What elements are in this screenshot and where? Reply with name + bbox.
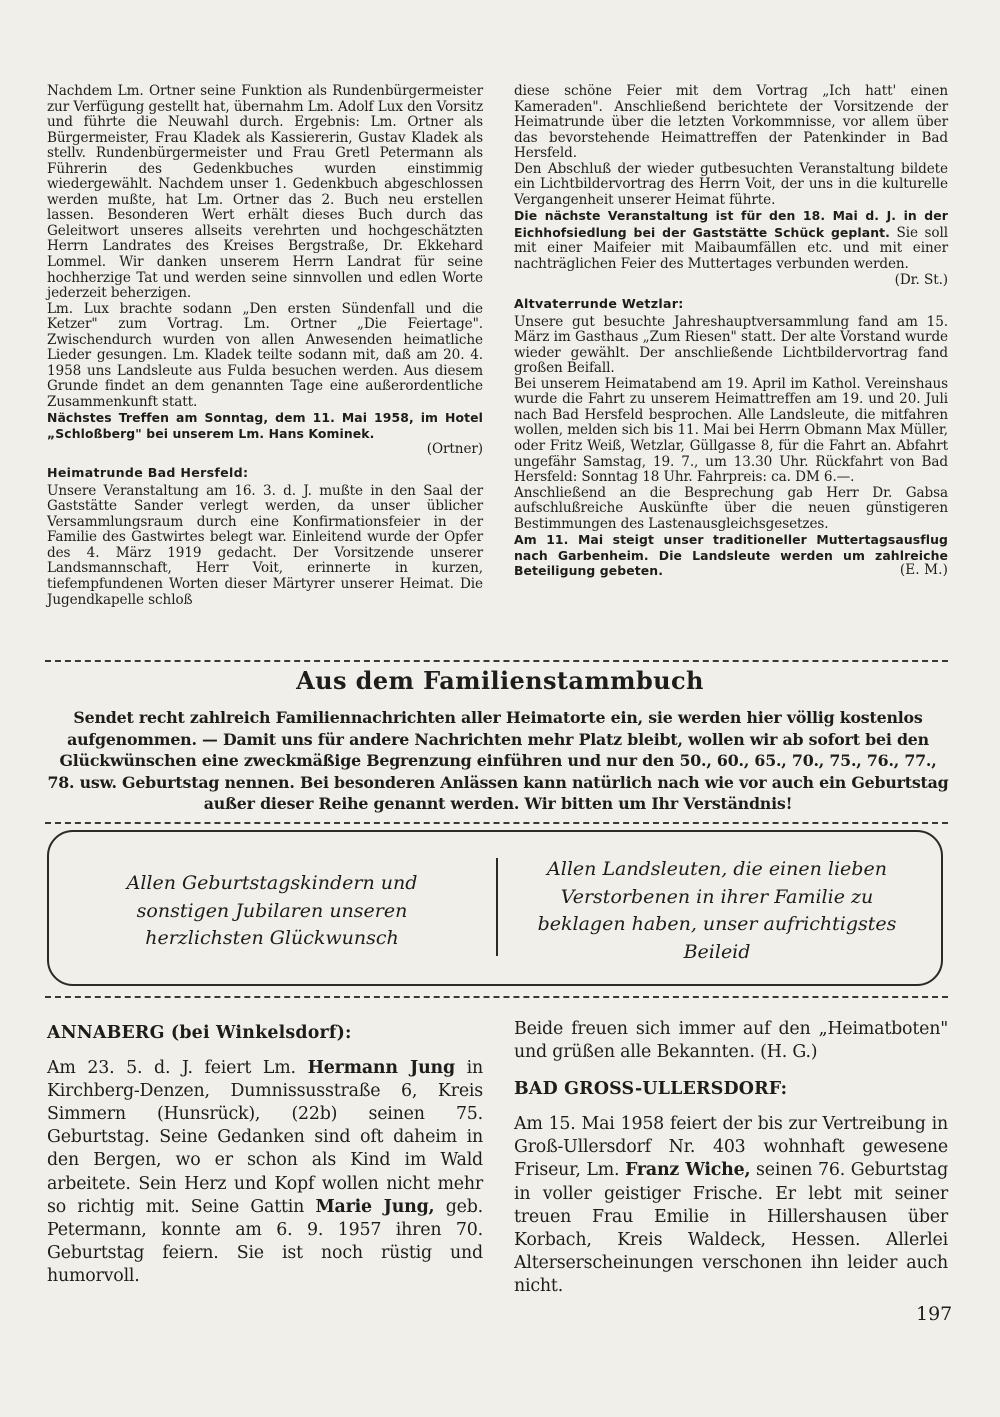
paragraph: Nachdem Lm. Ortner seine Funktion als Rundenbürgermeister zur Verfügung gestellt hat, übernahm Lm. Adolf Lux den Vorsitz und führte die Neuwahl durch. Ergebnis: Lm. Ortner als Bürgermeister, Frau Kladek als Kassiererin, Gustav Kladek als stellv. Rundenbürgermeister und Frau Gretl Petermann als Führerin des Gedenkbuches wurden einstimmig wiedergewählt. Nachdem unser 1. Gedenkbuch abgeschlossen werden mußte, hat Lm. Ortner das 2. Buch neu erstellen lassen. Besonderen Wert erhält dieses Buch durch das Geleitwort unseres allseits verehrten und hochgeschätzten Herrn Landrates des Kreises Bergstraße, Dr. Ekkehard Lommel. Wir danken unserem Herrn Landrat für seine hochherzige Tat und werden seine sinnvollen und edlen Worte jederzeit beherzigen.	[47, 83, 483, 302]
paragraph-text: Sie soll mit einer Maifeier mit Maibaumfällen etc. und mit einer nachträglichen Feier des Muttertages verbunden werden.	[514, 224, 948, 273]
paragraph: Den Abschluß der wieder gutbesuchten Veranstaltung bildete ein Lichtbildervortrag des Herrn Voit, der uns in die kulturelle Vergangenheit unserer Heimat führte.	[514, 160, 948, 208]
paragraph-with-notice	[514, 208, 948, 272]
person-name: Franz Wiche,	[625, 1160, 751, 1181]
paragraph: Anschließend an die Besprechung gab Herr Dr. Gabsa aufschlußreiche Auskünfte über die neuen günstigeren Bestimmungen des Lastenausgleichsgesetzes.	[514, 484, 948, 532]
left-column	[47, 84, 483, 608]
birthday-entry	[514, 1113, 948, 1298]
section-divider	[45, 660, 948, 662]
event-notice: Die nächste Veranstaltung ist für den 18. Mai d. J. in der Eichhofsiedlung bei der Gaststätte Schück geplant.	[514, 208, 948, 240]
place-heading: ANNABERG (bei Winkelsdorf):	[47, 1023, 352, 1043]
excursion-notice-text: Am 11. Mai steigt unser traditioneller Muttertagsausflug nach Garbenheim. Die Landsleute werden um zahlreiche Beteiligung gebeten.	[514, 532, 948, 579]
lower-right-column	[514, 1018, 948, 1298]
meeting-notice: Nächstes Treffen am Sonntag, dem 11. Mai 1958, im Hotel „Schloßberg" bei unserem Lm. Hans Kominek.	[47, 410, 483, 442]
place-heading: BAD GROSS-ULLERSDORF:	[514, 1079, 788, 1100]
right-column	[514, 84, 948, 579]
birthday-greeting: Allen Geburtstagskindern und sonstigen Jubilaren unseren herzlichsten Glückwunsch	[126, 872, 418, 949]
family-intro: Sendet recht zahlreich Familiennachrichten aller Heimatorte ein, sie werden hier völlig kostenlos aufgenommen. — Damit uns für andere Nachrichten mehr Platz bleibt, wollen wir ab sofort bei den Glückwünschen eine zweckmäßige Begrenzung einführen und nur den 50., 60., 65., 70., 75., 76., 77., 78. usw. Geburtstag nennen. Bei besonderen Anlässen kann natürlich nach wie vor auch ein Geburtstag außer dieser Reihe genannt werden. Wir bitten um Ihr Verständnis!	[47, 708, 949, 813]
signature: (Dr. St.)	[894, 271, 948, 288]
section-title: Aus dem Familienstammbuch	[296, 666, 704, 695]
entry-text: in Kirchberg-Denzen, Dumnissusstraße 6, Kreis Simmern (Hunsrück), (22b) seinen 75. Geburtstag. Seine Gedanken sind oft daheim in den Bergen, wo er schon als Kind im Wald arbeitete. Sein Herz und Kopf wollen nicht mehr so richtig mit. Seine Gattin	[47, 1058, 484, 1217]
entry-text: seinen 76. Geburtstag in voller geistiger Frische. Er lebt mit seiner treuen Frau Emilie in Hillershausen über Korbach, Kreis Waldeck, Hessen. Allerlei Alterserscheinungen verschonen ihn leider auch nicht.	[514, 1160, 949, 1296]
entry-text: Am 15. Mai 1958 feiert der bis zur Vertreibung in Groß-Ullersdorf Nr. 403 wohnhaft gewesene Friseur, Lm.	[514, 1114, 948, 1181]
greeting-divider	[496, 858, 498, 956]
entry-text: geb. Petermann, konnte am 6. 9. 1957 ihren 70. Geburtstag feiern. Sie ist noch rüstig und humorvoll.	[47, 1196, 484, 1286]
entry-text: Am 23. 5. d. J. feiert Lm.	[47, 1058, 296, 1079]
paragraph: Lm. Lux brachte sodann „Den ersten Sündenfall und die Ketzer" zum Vortrag. Lm. Ortner „Die Feiertage". Zwischendurch wurden von allen Anwesenden heimatliche Lieder gesungen. Lm. Kladek teilte sodann mit, daß am 20. 4. 1958 uns Landsleute aus Fulda besuchen werden. Aus diesem Grunde findet an dem genannten Tage eine außerordentliche Zusammenkunft statt.	[47, 300, 483, 410]
signature: (Ortner)	[426, 440, 483, 457]
paragraph: Bei unserem Heimatabend am 19. April im Kathol. Vereinshaus wurde die Fahrt zu unserem Heimattreffen am 19. und 20. Juli nach Bad Hersfeld besprochen. Alle Landsleute, die mitfahren wollen, melden sich bis 11. Mai bei Herrn Obmann Max Müller, oder Fritz Weiß, Wetzlar, Güllgasse 8, für die Fahrt an. Abfahrt ungefähr Samstag, 19. 7., um 13.30 Uhr. Rückfahrt von Bad Hersfeld: Sonntag 18 Uhr. Fahrpreis: ca. DM 6.—.	[514, 375, 948, 486]
paragraph: Unsere Veranstaltung am 16. 3. d. J. mußte in den Saal der Gaststätte Sander verlegt werden, da unser üblicher Versammlungsraum durch eine Konfirmationsfeier in der Familie des Gastwirtes belegt war. Einleitend wurde der Opfer des 4. März 1919 gedacht. Der Vorsitzende unserer Landsmannschaft, Herr Voit, erinnerte in kurzen, tiefempfundenen Worten dieser Märtyrer unserer Heimat. Die Jugendkapelle schloß	[47, 482, 483, 608]
paragraph: diese schöne Feier mit dem Vortrag „Ich hatt' einen Kameraden". Anschließend berichtete der Vorsitzende der Heimatrunde über die letzten Vorkommnisse, vor allem über das bevorstehende Heimattreffen der Patenkinder in Bad Hersfeld.	[514, 83, 948, 162]
person-name: Hermann Jung	[307, 1058, 455, 1079]
excursion-notice	[514, 532, 948, 579]
birthday-entry	[47, 1057, 483, 1288]
lower-left-column	[47, 1022, 483, 1288]
paragraph: Unsere gut besuchte Jahreshauptversammlung fand am 15. März im Gasthaus „Zum Riesen" statt. Der alte Vorstand wurde wieder gewählt. Der anschließende Lichtbildervortrag fand großen Beifall.	[514, 313, 948, 377]
page-number: 197	[916, 1303, 953, 1325]
section-divider	[45, 822, 948, 824]
section-heading: Altvaterrunde Wetzlar:	[514, 296, 684, 312]
person-name: Marie Jung,	[315, 1196, 435, 1217]
entry-continuation: Beide freuen sich immer auf den „Heimatboten" und grüßen alle Bekannten. (H. G.)	[514, 1019, 948, 1063]
section-heading: Heimatrunde Bad Hersfeld:	[47, 465, 249, 481]
condolence-greeting: Allen Landsleuten, die einen lieben Verstorbenen in ihrer Familie zu beklagen haben, unser aufrichtigstes Beileid	[537, 858, 897, 963]
section-divider	[45, 996, 948, 998]
signature: (E. M.)	[899, 562, 948, 579]
